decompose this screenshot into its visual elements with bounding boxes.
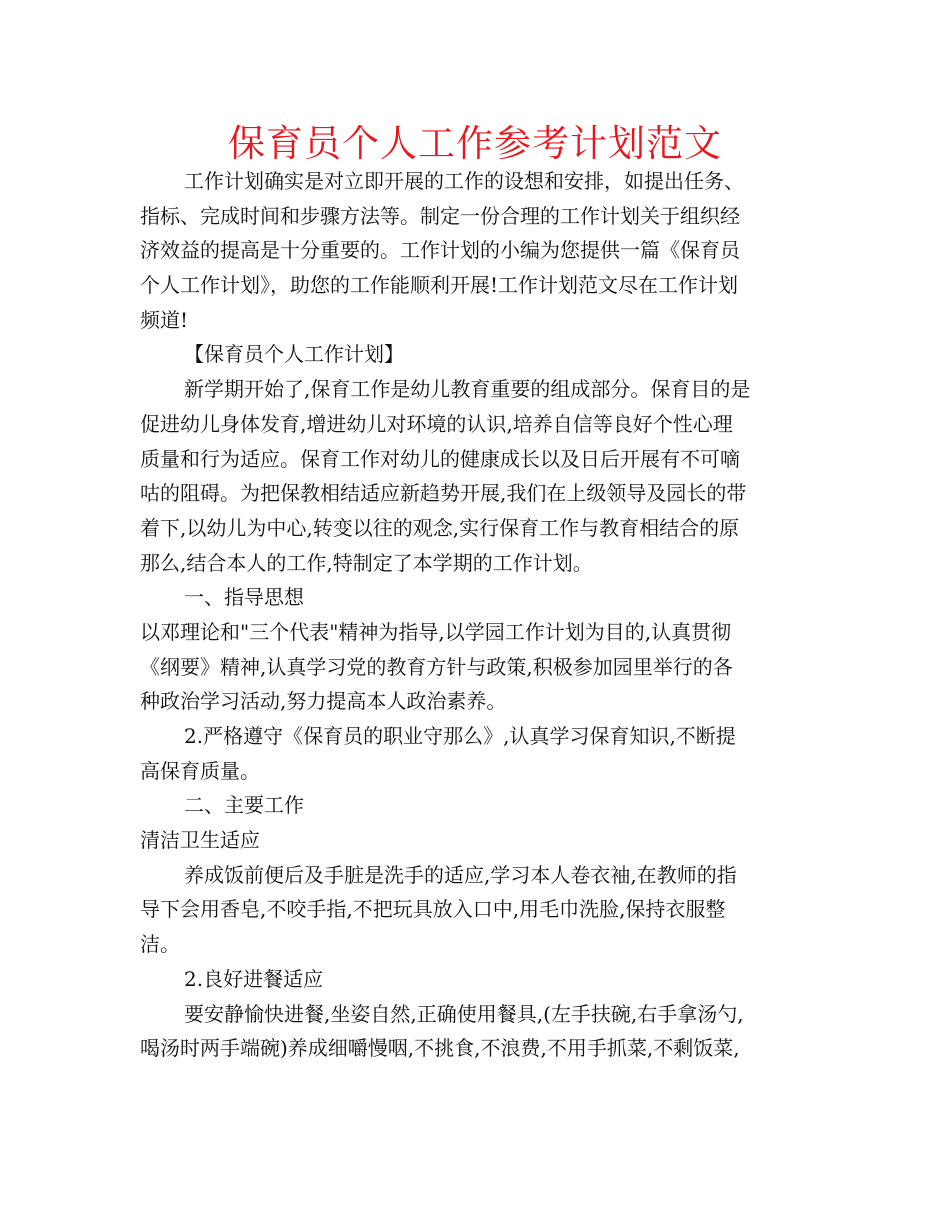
text-line: 济效益的提高是十分重要的。工作计划的小编为您提供一篇《保育员 [140,238,740,263]
text-line: 《纲要》精神,认真学习党的教育方针与政策,积极参加园里举行的各 [140,654,733,679]
text-line: 【保育员个人工作计划】 [184,342,404,367]
text-line: 喝汤时两手端碗)养成细嚼慢咽,不挑食,不浪费,不用手抓菜,不剩饭菜, [140,1036,740,1061]
text-line: 高保育质量。 [140,758,260,783]
text-line: 养成饭前便后及手脏是洗手的适应,学习本人卷衣袖,在教师的指 [184,862,737,887]
text-line: 2.良好进餐适应 [184,966,324,991]
text-line: 要安静愉快进餐,坐姿自然,正确使用餐具,(左手扶碗,右手拿汤勺, [184,1001,744,1026]
text-line: 以邓理论和"三个代表"精神为指导,以学园工作计划为目的,认真贯彻 [140,619,732,644]
text-line: 指标、完成时间和步骤方法等。制定一份合理的工作计划关于组织经 [140,203,740,228]
text-line: 质量和行为适应。保育工作对幼儿的健康成长以及日后开展有不可嘀 [140,446,740,471]
text-line: 频道! [140,307,189,332]
text-line: 促进幼儿身体发育,增进幼儿对环境的认识,培养自信等良好个性心理 [140,411,733,436]
text-line: 二、主要工作 [184,793,304,818]
text-line: 个人工作计划》，助您的工作能顺利开展!工作计划范文尽在工作计划 [140,273,739,298]
text-line: 导下会用香皂,不咬手指,不把玩具放入口中,用毛巾洗脸,保持衣服整 [140,897,726,922]
text-line: 那么,结合本人的工作,特制定了本学期的工作计划。 [140,550,593,575]
text-line: 清洁卫生适应 [140,828,260,853]
document-title: 保育员个人工作参考计划范文 [228,122,722,165]
text-line: 着下,以幼儿为中心,转变以往的观念,实行保育工作与教育相结合的原 [140,515,740,540]
text-line: 工作计划确实是对立即开展的工作的设想和安排，如提出任务、 [184,169,744,193]
text-line: 种政治学习活动,努力提高本人政治素养。 [140,689,507,714]
text-line: 新学期开始了,保育工作是幼儿教育重要的组成部分。保育目的是 [184,377,751,402]
text-line: 2.严格遵守《保育员的职业守那么》,认真学习保育知识,不断提 [184,724,736,748]
text-line: 咕的阻碍。为把保教相结适应新趋势开展,我们在上级领导及园长的带 [140,481,747,506]
document-body [140,164,816,1066]
text-line: 洁。 [140,932,180,957]
text-line: 一、指导思想 [184,585,304,610]
